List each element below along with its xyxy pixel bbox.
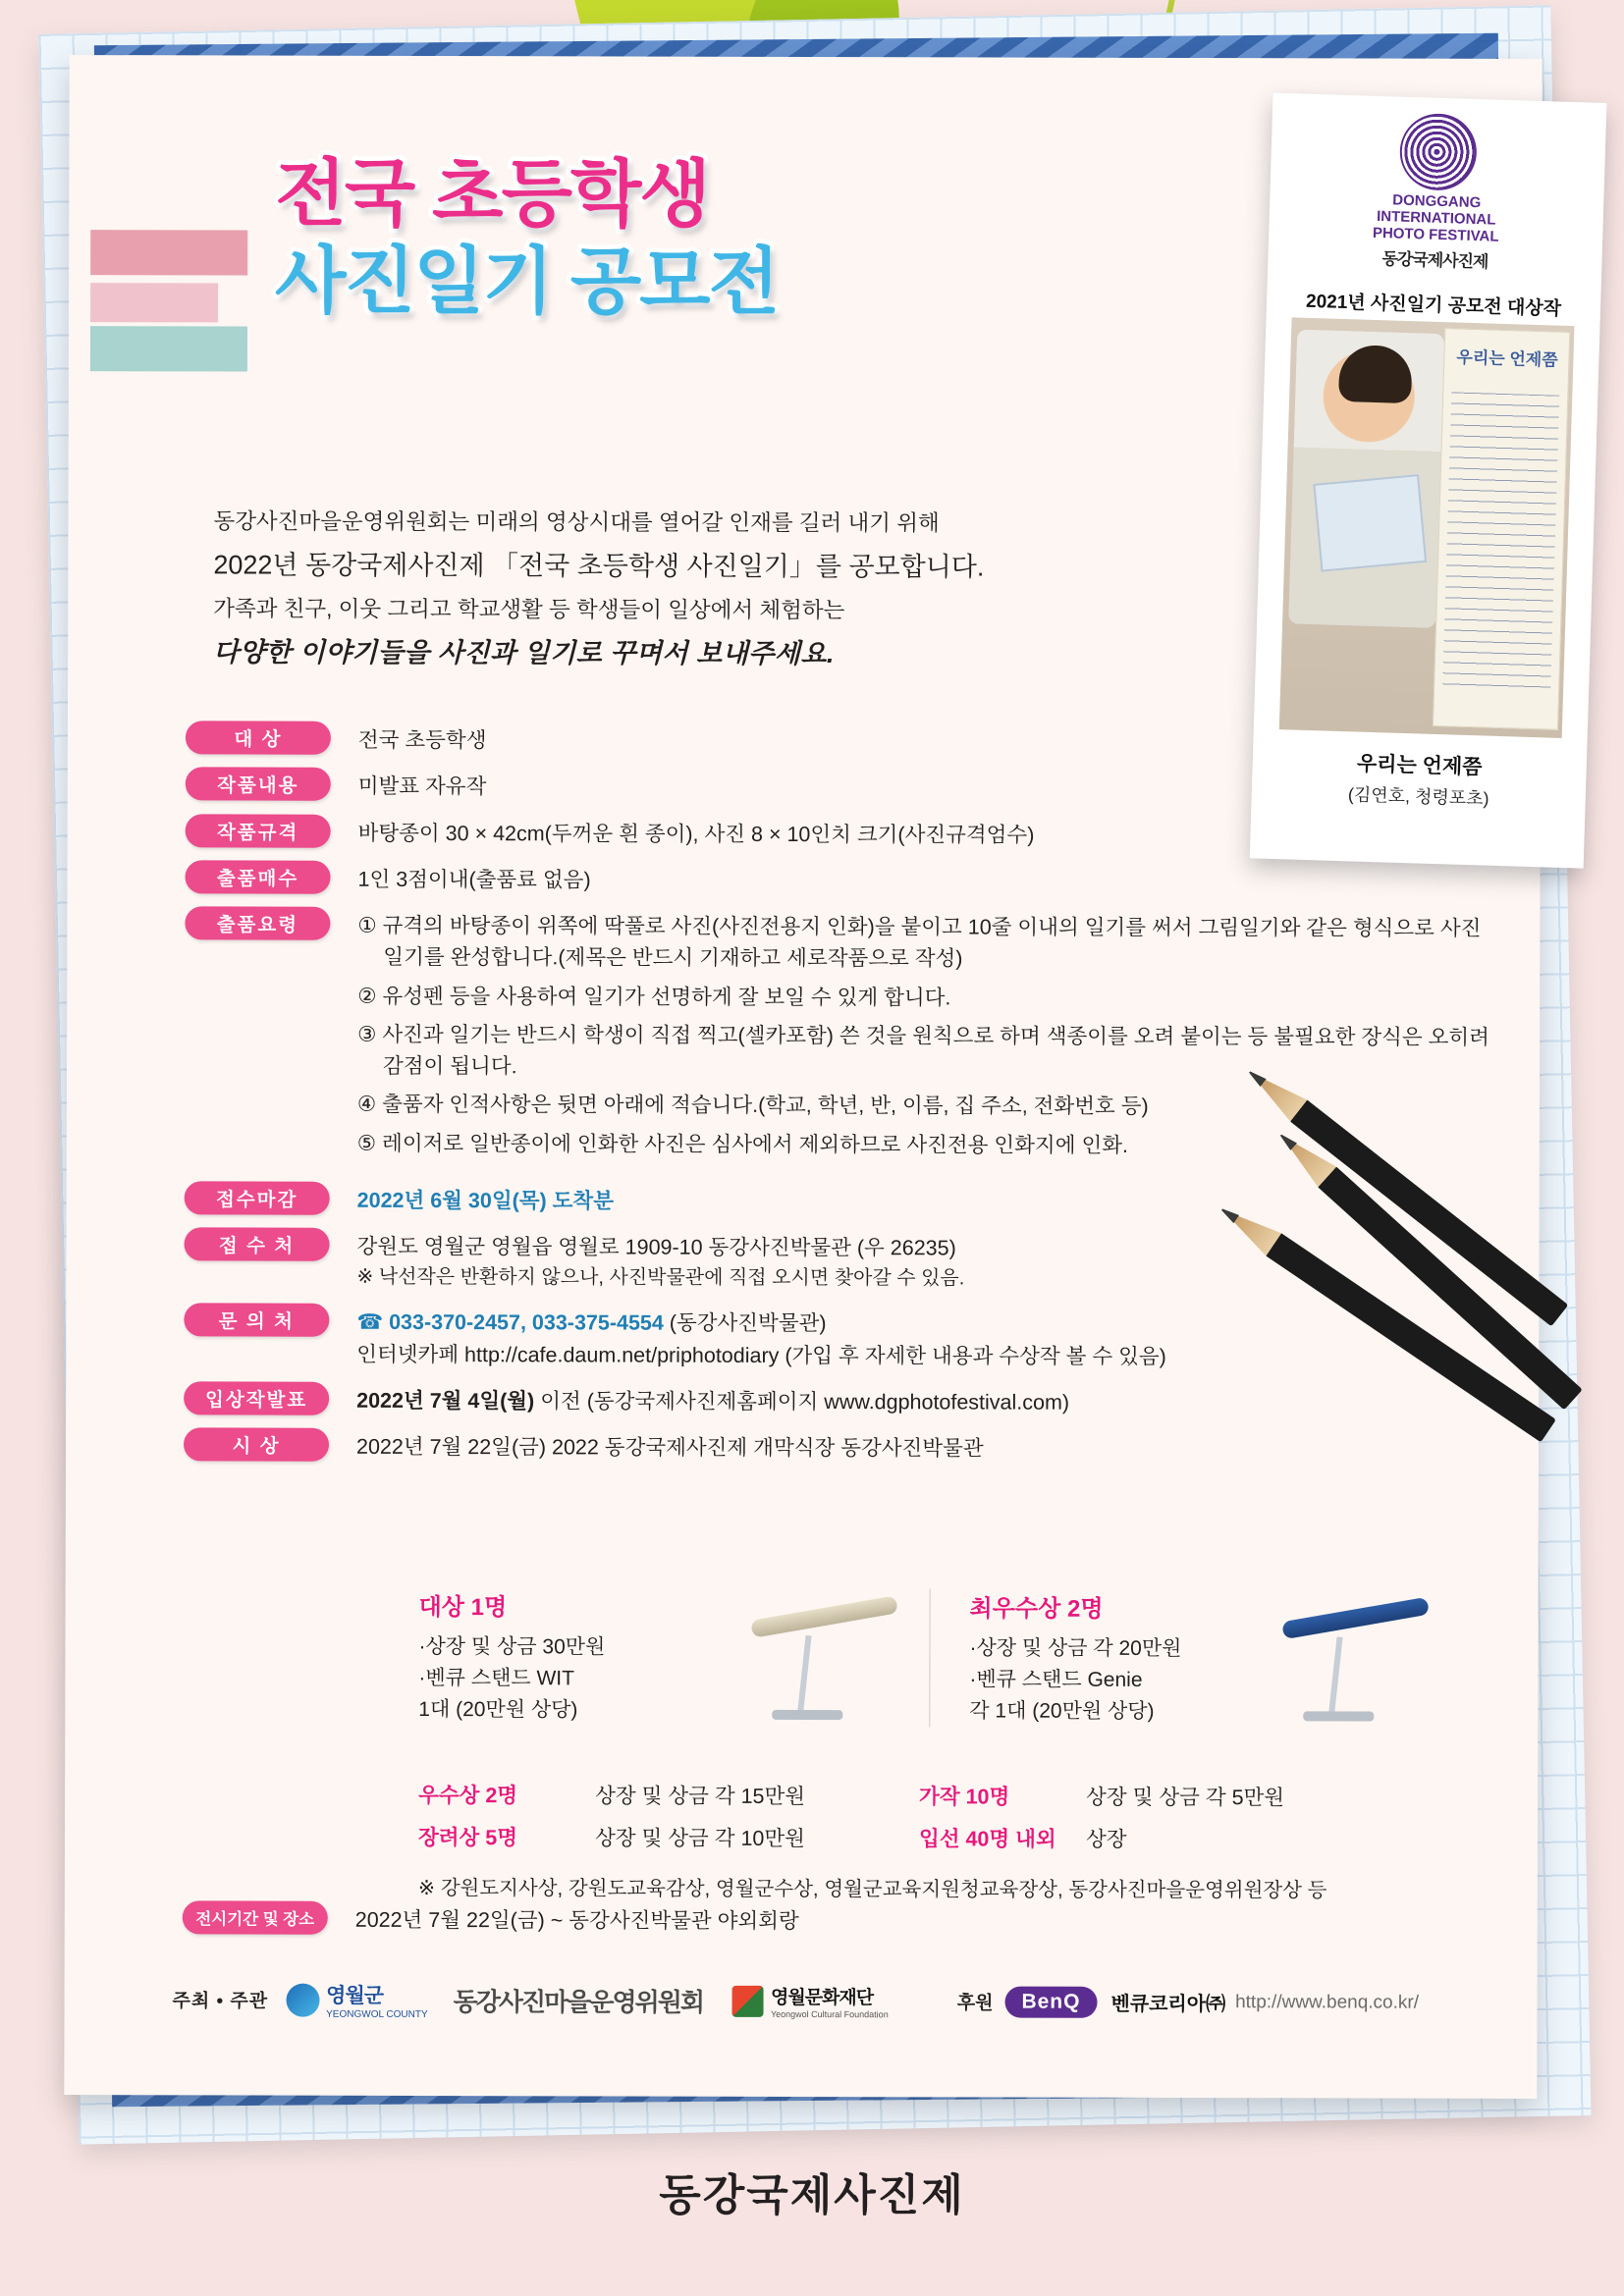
yeongwol-mark-icon [286, 1983, 319, 2016]
photo-diary-lines [1442, 392, 1559, 689]
info-rows [184, 721, 1501, 1477]
guide-item: ② 유성펜 등을 사용하여 일기가 선명하게 잘 보일 수 있게 합니다. [357, 984, 951, 1009]
culture-mark-icon [732, 1985, 764, 2016]
row-label-spec: 작품규격 [186, 814, 331, 847]
prize-grand-item: 1대 (20만원 상당) [418, 1697, 578, 1722]
info-row [185, 860, 1500, 898]
reception-note: ※ 낙선작은 반환하지 않으나, 사진박물관에 직접 오시면 찾아갈 수 있음. [356, 1266, 965, 1290]
info-row-guide [185, 906, 1501, 1168]
title-line-2: 사진일기 공모전 [275, 239, 779, 323]
award-work-title: 우리는 언제쯤 [1356, 752, 1483, 779]
contact-cafe[interactable]: 인터넷카페 http://cafe.daum.net/priphotodiary (가입 후 자세한 내용과 수상작 볼 수 있음) [356, 1342, 1166, 1368]
info-row [186, 768, 1501, 806]
prize-best-item: 각 1대 (20만원 상당) [969, 1699, 1155, 1723]
intro-line-4: 다양한 이야기들을 사진과 일기로 꾸며서 보내주세요. [213, 637, 835, 669]
prize-best-item: ·벤큐 스탠드 Genie [969, 1668, 1143, 1691]
prize-best-title: 최우수상 2명 [969, 1595, 1104, 1623]
prize-name: 가작 10명 [919, 1785, 1010, 1809]
info-row [186, 721, 1501, 759]
reception-address: 강원도 영월군 영월읍 영월로 1909-10 동강사진박물관 (우 26235) [356, 1234, 956, 1260]
culture-kr: 영월문화재단 [770, 1987, 874, 2009]
prize-desc: 상장 및 상금 각 15만원 [595, 1784, 806, 1808]
info-row-exhibition [183, 1900, 1498, 1939]
guide-item: ① 규격의 바탕종이 위쪽에 딱풀로 사진(사진전용지 인화)을 붙이고 10줄 이내의 일기를 써서 그림일기와 같은 형식으로 사진일기를 완성합니다.(제목은 반드시 기재하고 세로작품으로 작성) [357, 913, 1482, 971]
row-value-count: 1인 3점이내(출품료 없음) [357, 867, 591, 892]
info-row-contact [184, 1304, 1499, 1373]
decor-tab-teal [90, 326, 247, 371]
row-label-deadline: 접수마감 [185, 1181, 330, 1214]
announce-rest[interactable]: 이전 (동강국제사진제홈페이지 www.dgphotofestival.com) [540, 1389, 1070, 1415]
logo-kr: 동강국제사진제 [1381, 249, 1489, 272]
card-caption-top: 2021년 사진일기 공모전 대상작 [1305, 291, 1562, 320]
contact-phone: ☎ 033-370-2457, 033-375-4554 [356, 1310, 664, 1335]
info-row-announce [184, 1381, 1499, 1419]
poster-paper [64, 55, 1562, 2099]
prize-desc: 상장 [1085, 1827, 1127, 1851]
logo-en-line-1: DONGGANG [1392, 191, 1482, 212]
prize-extra-note: ※ 강원도지사상, 강원도교육감상, 영월군수상, 영월군교육지원청교육장상, 동강사진마을운영위원장상 등 [417, 1876, 1327, 1902]
prize-desc: 상장 및 상금 각 5만원 [1086, 1785, 1285, 1810]
guide-item: ⑤ 레이저로 일반종이에 인화한 사진은 심사에서 제외하므로 사진전용 인화지에 인화. [356, 1131, 1129, 1157]
intro-line-1: 동강사진마을운영위원회는 미래의 영상시대를 열어갈 인재를 길러 내기 위해 [213, 508, 940, 536]
bottom-brand: 동강국제사진제 [659, 2171, 965, 2219]
guide-item: ④ 출품자 인적사항은 뒷면 아래에 적습니다.(학교, 학년, 반, 이름, 집 주소, 전화번호 등) [356, 1093, 1149, 1119]
decor-tab-pink [90, 230, 247, 275]
award-photo [1279, 317, 1575, 738]
prize-grid-row [418, 1779, 1489, 1812]
intro-paragraph [213, 507, 1077, 683]
intro-line-2: 2022년 동강국제사진제 「전국 초등학생 사진일기」를 공모합니다. [213, 550, 985, 582]
info-row-ceremony [184, 1427, 1499, 1466]
exhibition-value: 2022년 7월 22일(금) ~ 동강사진박물관 야외회랑 [354, 1907, 799, 1933]
benq-url[interactable]: http://www.benq.co.kr/ [1235, 1991, 1420, 2013]
row-value-target: 전국 초등학생 [357, 727, 487, 753]
row-label-reception: 접 수 처 [185, 1227, 330, 1260]
lamp-icon-wit [732, 1602, 909, 1720]
guide-item: ③ 사진과 일기는 반드시 학생이 직접 찍고(셀카포함) 쓴 것을 원칙으로 하며 색종이를 오려 붙이는 등 불필요한 장식은 오히려 감점이 됩니다. [357, 1022, 1489, 1079]
prize-grand-title: 대상 1명 [418, 1593, 508, 1622]
ceremony-value: 2022년 7월 22일(금) 2022 동강국제사진제 개막식장 동강사진박물관 [355, 1434, 984, 1461]
footer-sponsors [172, 1979, 1507, 2023]
host-label: 주최 • 주관 [172, 1991, 269, 2012]
deadline-value: 2022년 6월 30일(목) 도착분 [356, 1188, 615, 1213]
prize-desc: 상장 및 상금 각 10만원 [594, 1826, 805, 1850]
info-row-deadline [185, 1181, 1500, 1219]
title-line-1: 전국 초등학생 [275, 151, 710, 236]
prize-grand-item: ·벤큐 스탠드 WIT [418, 1666, 575, 1690]
row-label-guide: 출품요령 [185, 906, 330, 939]
row-label-announce: 입상작발표 [184, 1381, 329, 1415]
row-label-ceremony: 시 상 [184, 1427, 329, 1461]
row-label-exhibition: 전시기간 및 장소 [183, 1900, 328, 1934]
prize-grid-row [418, 1821, 1489, 1854]
row-value-content: 미발표 자유작 [357, 774, 487, 799]
exhibition-row-wrap [183, 1900, 1498, 1950]
prize-section [418, 1587, 1489, 1903]
photo-child-diary [1313, 474, 1427, 572]
prize-grid [418, 1779, 1489, 1903]
lamp-icon-genie [1264, 1603, 1440, 1721]
page-title [275, 150, 1021, 326]
yeongwol-kr: 영월군 [326, 1984, 384, 2007]
benq-logo: BenQ [1004, 1986, 1097, 2017]
yeongwol-en: YEONGWOL COUNTY [326, 2008, 428, 2021]
photo-child [1288, 330, 1444, 628]
row-label-content: 작품내용 [186, 768, 331, 801]
prize-grand-item: ·상장 및 상금 30만원 [418, 1634, 606, 1659]
prize-best [929, 1588, 1460, 1728]
photo-child-hair [1338, 345, 1413, 403]
prize-grand [418, 1587, 929, 1727]
yeongwol-county-logo [286, 1980, 428, 2020]
culture-en: Yeongwol Cultural Foundation [770, 2008, 889, 2020]
photo-diary-title: 우리는 언제쯤 [1456, 347, 1558, 370]
award-work-author: (김연호, 청령포초) [1347, 784, 1489, 809]
logo-en-line-2: INTERNATIONAL [1376, 207, 1496, 229]
row-label-count: 출품매수 [185, 860, 330, 893]
info-row [186, 814, 1501, 852]
benq-korea: 벤큐코리아㈜ [1110, 1993, 1226, 2016]
intro-line-3: 가족과 친구, 이웃 그리고 학교생활 등 학생들이 일상에서 체험하는 [213, 596, 845, 622]
prize-name: 우수상 2명 [418, 1783, 518, 1807]
row-label-contact: 문 의 처 [184, 1304, 329, 1337]
contact-phone-suffix: (동강사진박물관) [669, 1310, 827, 1336]
decor-tab-pink-small [90, 283, 218, 322]
announce-date: 2022년 7월 4일(월) [356, 1388, 535, 1414]
logo-en-line-3: PHOTO FESTIVAL [1372, 224, 1499, 245]
row-value-spec: 바탕종이 30 × 42cm(두꺼운 흰 종이), 사진 8 × 10인치 크기(사진규격엄수) [357, 821, 1035, 847]
festival-logo [1268, 109, 1606, 277]
prize-name: 입선 40명 내외 [918, 1827, 1056, 1851]
prize-name: 장려상 5명 [417, 1825, 518, 1849]
sponsor-label: 후원 [956, 1993, 994, 2014]
spiral-logo-icon [1399, 113, 1478, 191]
row-label-target: 대 상 [186, 721, 331, 754]
culture-foundation-logo [732, 1983, 889, 2019]
prize-best-item: ·상장 및 상금 각 20만원 [969, 1636, 1182, 1661]
photo-diary-sheet [1433, 328, 1570, 730]
committee-name: 동강사진마을운영위원회 [453, 1987, 704, 2017]
info-row-reception [184, 1227, 1499, 1295]
